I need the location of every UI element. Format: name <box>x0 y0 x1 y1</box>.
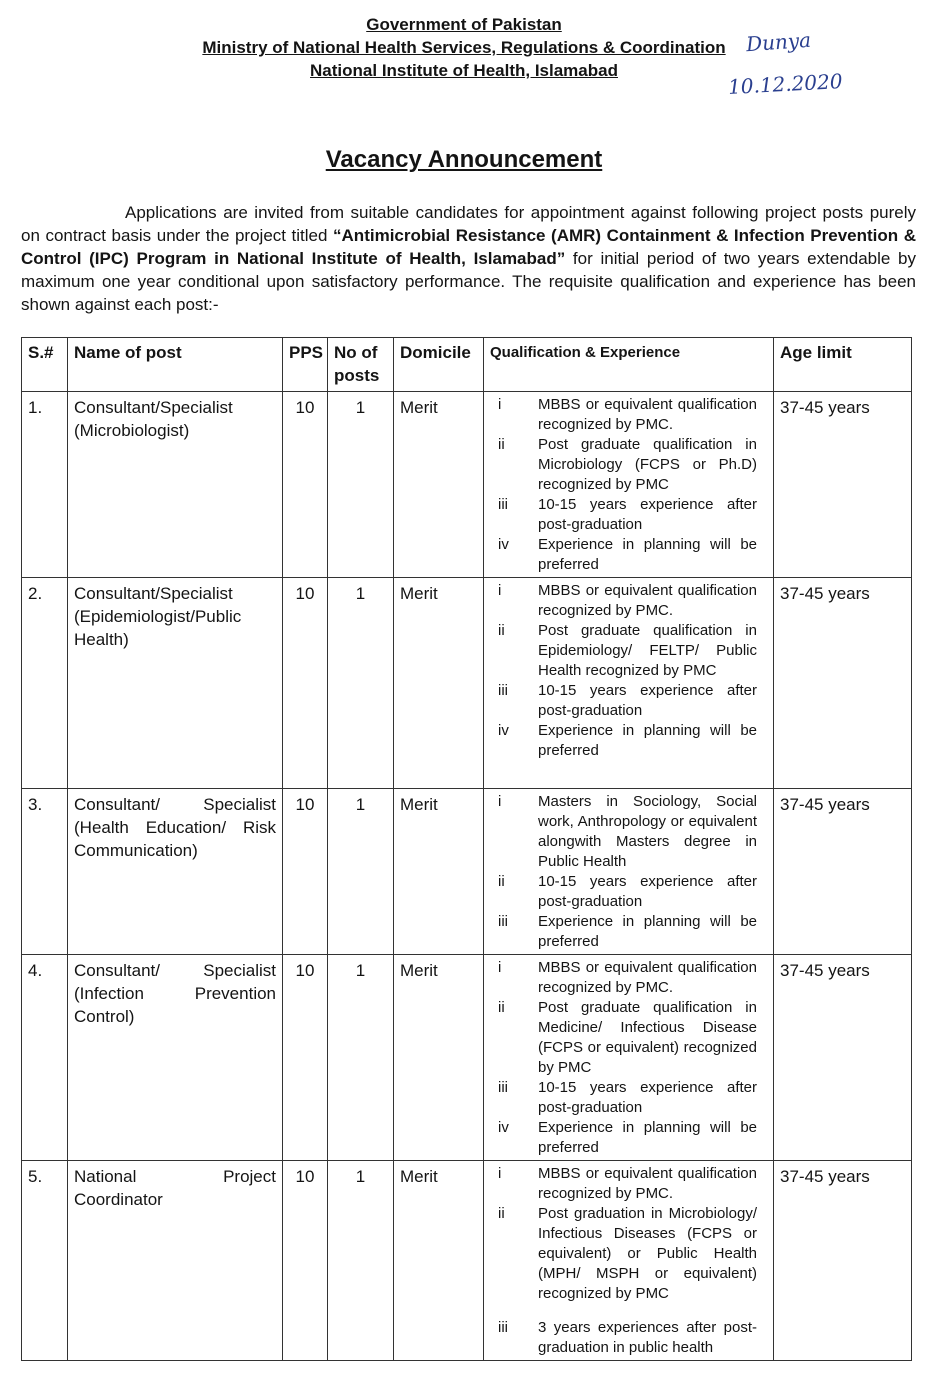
cell-domicile: Merit <box>394 789 484 955</box>
qualification-item <box>498 621 757 681</box>
handwritten-note: Dunya <box>745 27 812 57</box>
qualification-number: i <box>498 959 502 976</box>
header-name: Name of post <box>68 338 283 392</box>
cell-qualifications <box>484 1161 774 1361</box>
qualification-number: iii <box>498 1079 508 1096</box>
qualification-text: Experience in planning will be preferred <box>538 536 757 573</box>
qualification-text: MBBS or equivalent qualification recognized by PMC. <box>538 959 757 996</box>
qualification-item <box>498 681 757 721</box>
cell-qualifications <box>484 578 774 789</box>
intro-part1: Applications are invited from suitable candidates for appointment against following project posts purely on contract basis under the project titled <box>21 203 916 245</box>
qualification-item <box>498 792 757 872</box>
table-row <box>22 578 912 789</box>
qualification-text: 3 years experiences after post-graduation in public health <box>538 1319 757 1356</box>
qualification-text: Post graduate qualification in Epidemiology/ FELTP/ Public Health recognized by PMC <box>538 622 757 679</box>
cell-qualifications <box>484 955 774 1161</box>
table-row <box>22 789 912 955</box>
cell-pps: 10 <box>283 392 328 578</box>
cell-qualifications <box>484 789 774 955</box>
qualification-item <box>498 535 757 575</box>
cell-pps: 10 <box>283 789 328 955</box>
cell-age-limit: 37-45 years <box>774 578 912 789</box>
qualification-item <box>498 721 757 761</box>
qualification-number: ii <box>498 999 505 1016</box>
qualification-text: MBBS or equivalent qualification recognized by PMC. <box>538 582 757 619</box>
qualification-number: iii <box>498 496 508 513</box>
qualification-number: iv <box>498 722 509 739</box>
cell-pps: 10 <box>283 578 328 789</box>
cell-qualifications <box>484 392 774 578</box>
cell-age-limit: 37-45 years <box>774 392 912 578</box>
cell-domicile: Merit <box>394 1161 484 1361</box>
qualification-text: Experience in planning will be preferred <box>538 722 757 759</box>
qualification-number: i <box>498 793 502 810</box>
qualification-item <box>498 872 757 912</box>
cell-domicile: Merit <box>394 955 484 1161</box>
cell-domicile: Merit <box>394 578 484 789</box>
cell-pps: 10 <box>283 955 328 1161</box>
cell-age-limit: 37-45 years <box>774 955 912 1161</box>
intro-part2: for initial period of two years extendable by maximum one year conditional upon satisfactory performance. The requisite qualification and experience has been shown against each post:- <box>21 249 916 314</box>
cell-post-name: Consultant/ Specialist (Health Education/ Risk Communication) <box>68 789 283 955</box>
qualification-item <box>498 1204 757 1304</box>
header-ministry: Ministry of National Health Services, Regulations & Coordination <box>202 38 726 57</box>
header-pps: PPS <box>283 338 328 392</box>
header-age: Age limit <box>774 338 912 392</box>
table-row <box>22 392 912 578</box>
qualification-text: MBBS or equivalent qualification recognized by PMC. <box>538 396 757 433</box>
header-sno: S.# <box>22 338 68 392</box>
qualification-text: Post graduate qualification in Microbiology (FCPS or Ph.D) recognized by PMC <box>538 436 757 493</box>
cell-post-name: Consultant/ Specialist (Infection Prevention Control) <box>68 955 283 1161</box>
qualification-text: 10-15 years experience after post-graduation <box>538 873 757 910</box>
qualification-text: MBBS or equivalent qualification recognized by PMC. <box>538 1165 757 1202</box>
cell-domicile: Merit <box>394 392 484 578</box>
cell-sno: 3. <box>22 789 68 955</box>
qualification-item <box>498 1118 757 1158</box>
handwritten-date: 10.12.2020 <box>727 69 844 99</box>
cell-age-limit: 37-45 years <box>774 1161 912 1361</box>
header-government: Government of Pakistan <box>366 15 562 34</box>
intro-paragraph <box>21 201 916 316</box>
qualification-text: Masters in Sociology, Social work, Anthropology or equivalent alongwith Masters degree in Public Health <box>538 793 757 870</box>
qualification-text: Post graduate qualification in Medicine/ Infectious Disease (FCPS or equivalent) recognized by PMC <box>538 999 757 1076</box>
qualification-item <box>498 1078 757 1118</box>
qualification-number: ii <box>498 873 505 890</box>
qualification-text: Experience in planning will be preferred <box>538 913 757 950</box>
qualification-text: 10-15 years experience after post-graduation <box>538 496 757 533</box>
cell-sno: 2. <box>22 578 68 789</box>
qualification-number: i <box>498 582 502 599</box>
header-domicile: Domicile <box>394 338 484 392</box>
qualification-number: iv <box>498 1119 509 1136</box>
cell-post-name: Consultant/Specialist (Microbiologist) <box>68 392 283 578</box>
qualification-number: ii <box>498 622 505 639</box>
vacancy-table <box>21 337 912 1361</box>
qualification-number: iv <box>498 536 509 553</box>
qualification-number: ii <box>498 436 505 453</box>
cell-pps: 10 <box>283 1161 328 1361</box>
cell-post-name: Consultant/Specialist (Epidemiologist/Public Health) <box>68 578 283 789</box>
cell-post-name: National Project Coordinator <box>68 1161 283 1361</box>
cell-posts: 1 <box>328 1161 394 1361</box>
qualification-item <box>498 912 757 952</box>
qualification-item <box>498 998 757 1078</box>
table-row <box>22 1161 912 1361</box>
header-posts: No of posts <box>328 338 394 392</box>
qualification-item <box>498 1164 757 1204</box>
qualification-item <box>498 435 757 495</box>
cell-posts: 1 <box>328 578 394 789</box>
qualification-number: iii <box>498 1319 508 1336</box>
qualification-text: Post graduation in Microbiology/ Infectious Diseases (FCPS or equivalent) or Public Health (MPH/ MSPH or equivalent) recognized by PMC <box>538 1205 757 1302</box>
qualification-text: Experience in planning will be preferred <box>538 1119 757 1156</box>
cell-sno: 1. <box>22 392 68 578</box>
cell-posts: 1 <box>328 392 394 578</box>
qualification-number: ii <box>498 1205 505 1222</box>
qualification-item <box>498 495 757 535</box>
header-qualification: Qualification & Experience <box>484 338 774 392</box>
table-row <box>22 955 912 1161</box>
header-institute: National Institute of Health, Islamabad <box>310 61 618 80</box>
qualification-item <box>498 1318 757 1358</box>
cell-posts: 1 <box>328 955 394 1161</box>
qualification-number: iii <box>498 913 508 930</box>
qualification-text: 10-15 years experience after post-graduation <box>538 1079 757 1116</box>
qualification-item <box>498 581 757 621</box>
qualification-text: 10-15 years experience after post-graduation <box>538 682 757 719</box>
cell-sno: 5. <box>22 1161 68 1361</box>
cell-sno: 4. <box>22 955 68 1161</box>
qualification-number: i <box>498 396 502 413</box>
qualification-item <box>498 958 757 998</box>
cell-age-limit: 37-45 years <box>774 789 912 955</box>
cell-posts: 1 <box>328 789 394 955</box>
qualification-item <box>498 395 757 435</box>
page-title: Vacancy Announcement <box>325 146 603 173</box>
intro-project-title: “Antimicrobial Resistance (AMR) Containment & Infection Prevention & Control (IPC) Program in National Institute of Health, Islamabad” <box>21 226 916 268</box>
qualification-number: iii <box>498 682 508 699</box>
table-header-row <box>22 338 912 392</box>
qualification-number: i <box>498 1165 502 1182</box>
